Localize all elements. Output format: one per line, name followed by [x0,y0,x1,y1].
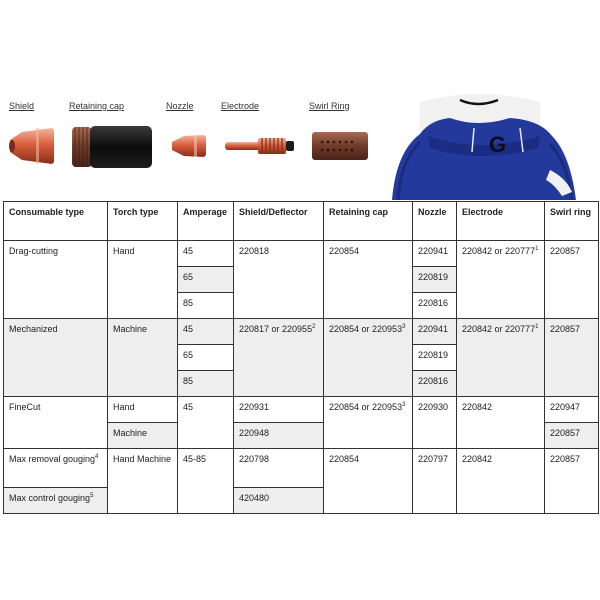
cell-amp-finecut: 45 [178,397,234,449]
consumable-parts-image [0,118,380,176]
cell-shield-max-removal: 220798 [234,449,324,488]
shield-part [9,128,54,164]
cell-cap-drag: 220854 [324,241,413,319]
cell-amp: 85 [178,293,234,319]
cell-amp: 65 [178,267,234,293]
cell-nozzle: 220816 [413,371,457,397]
retaining-cap-part [72,126,152,168]
table-row [4,319,599,345]
cell-type-max-control: Max control gouging$^5$ [4,488,108,514]
cell-amp: 85 [178,371,234,397]
cell-amp-gouging: 45-85 [178,449,234,514]
cell-torch-finecut-hand: Hand [108,397,178,423]
header-nozzle: Nozzle [413,202,457,241]
header-amperage: Amperage [178,202,234,241]
cell-amp: 65 [178,345,234,371]
header-swirl-ring: Swirl ring [545,202,599,241]
cell-shield-mech: 220817 or 220955$^2$ [234,319,324,397]
cell-swirl-gouging: 220857 [545,449,599,514]
cell-cap-gouging: 220854 [324,449,413,514]
cell-type-max-removal: Max removal gouging$^4$ [4,449,108,488]
cell-swirl-finecut-hand: 220947 [545,397,599,423]
electrode-part [225,138,294,154]
label-nozzle[interactable]: Nozzle [166,101,194,111]
label-shield[interactable]: Shield [9,101,35,111]
label-retaining-cap[interactable]: Retaining cap [69,101,125,111]
cell-electrode-gouging: 220842 [457,449,545,514]
cell-swirl-finecut-machine: 220857 [545,423,599,449]
cell-amp: 45 [178,319,234,345]
cell-electrode-mech: 220842 or 220777$^1$ [457,319,545,397]
table-row [4,241,599,267]
label-electrode[interactable]: Electrode [221,101,260,111]
cell-type-drag: Drag-cutting [4,241,108,319]
cell-electrode-finecut: 220842 [457,397,545,449]
header-torch-type: Torch type [108,202,178,241]
nozzle-part [172,135,206,157]
cell-shield-max-control: 420480 [234,488,324,514]
mascot-image [390,92,580,200]
cell-torch-gouging: Hand Machine [108,449,178,514]
cell-nozzle: 220819 [413,345,457,371]
cell-electrode-drag: 220842 or 220777$^1$ [457,241,545,319]
cell-type-mech: Mechanized [4,319,108,397]
cell-amp: 45 [178,241,234,267]
cell-swirl-drag: 220857 [545,241,599,319]
cell-nozzle: 220941 [413,319,457,345]
header-shield-deflector: Shield/Deflector [234,202,324,241]
label-swirl-ring[interactable]: Swirl Ring [309,101,350,111]
table-header-row [4,202,599,241]
cell-swirl-mech: 220857 [545,319,599,397]
header-retaining-cap: Retaining cap [324,202,413,241]
swirl-ring-part [312,132,368,160]
cell-cap-mech: 220854 or 220953$^3$ [324,319,413,397]
cell-nozzle: 220819 [413,267,457,293]
table-row [4,449,599,488]
cell-torch-drag: Hand [108,241,178,319]
table-row [4,397,599,423]
cell-shield-drag: 220818 [234,241,324,319]
cell-nozzle: 220941 [413,241,457,267]
cell-nozzle-finecut: 220930 [413,397,457,449]
cell-nozzle: 220816 [413,293,457,319]
cell-torch-mech: Machine [108,319,178,397]
mascot-logo-letter: G [489,132,507,157]
cell-type-finecut: FineCut [4,397,108,449]
cell-shield-finecut-hand: 220931 [234,397,324,423]
cell-torch-finecut-machine: Machine [108,423,178,449]
header-consumable-type: Consumable type [4,202,108,241]
consumables-table [3,201,599,514]
parts-labels [0,101,380,115]
cell-nozzle-gouging: 220797 [413,449,457,514]
header-electrode: Electrode [457,202,545,241]
cell-cap-finecut: 220854 or 220953$^3$ [324,397,413,449]
cell-shield-finecut-machine: 220948 [234,423,324,449]
